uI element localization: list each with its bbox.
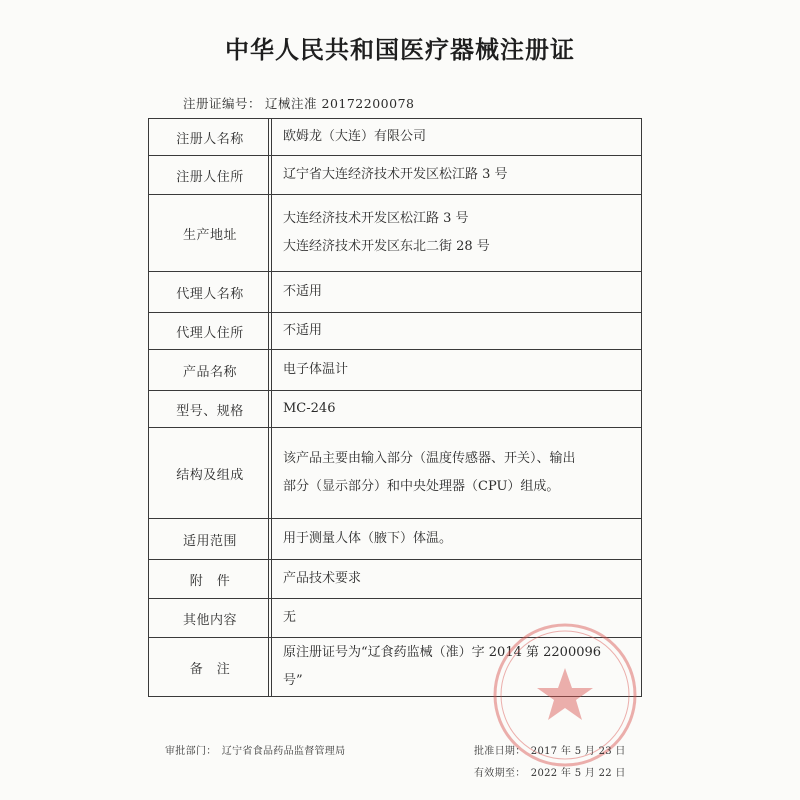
field-value: 电子体温计 (272, 350, 642, 391)
field-label: 结构及组成 (149, 428, 272, 519)
table-row (149, 272, 642, 313)
field-value: 欧姆龙（大连）有限公司 (272, 119, 642, 156)
field-label: 附 件 (149, 560, 272, 599)
field-value: 大连经济技术开发区松江路 3 号 大连经济技术开发区东北二街 28 号 (272, 195, 642, 272)
table-row (149, 519, 642, 560)
approving-authority: 审批部门： 辽宁省食品药品监督管理局 (165, 746, 346, 757)
field-label: 注册人名称 (149, 119, 272, 156)
table-row (149, 599, 642, 638)
registration-number-line (183, 94, 414, 112)
document-title: 中华人民共和国医疗器械注册证 (225, 36, 575, 64)
field-label: 生产地址 (149, 195, 272, 272)
field-label: 代理人住所 (149, 313, 272, 350)
field-value: 原注册证号为“辽食药监械（准）字 2014 第 2200096 号” (272, 638, 642, 697)
table-row (149, 156, 642, 195)
table-row (149, 391, 642, 428)
field-label: 产品名称 (149, 350, 272, 391)
field-label: 注册人住所 (149, 156, 272, 195)
field-value: 不适用 (272, 272, 642, 313)
field-label: 型号、规格 (149, 391, 272, 428)
registration-number-label: 注册证编号： (183, 96, 262, 111)
table-row (149, 195, 642, 272)
field-label: 其他内容 (149, 599, 272, 638)
field-label: 适用范围 (149, 519, 272, 560)
field-value: 用于测量人体（腋下）体温。 (272, 519, 642, 560)
table-row (149, 350, 642, 391)
approval-date: 批准日期： 2017 年 5 月 23 日 (474, 746, 626, 757)
field-label: 备 注 (149, 638, 272, 697)
field-value: 不适用 (272, 313, 642, 350)
table-row (149, 313, 642, 350)
registration-number-value: 辽械注准 20172200078 (265, 96, 415, 111)
field-value: MC-246 (272, 391, 642, 428)
registration-table (148, 118, 642, 697)
field-value: 该产品主要由输入部分（温度传感器、开关）、输出 部分（显示部分）和中央处理器（CPU）组成。 (272, 428, 642, 519)
field-value: 产品技术要求 (272, 560, 642, 599)
field-value: 辽宁省大连经济技术开发区松江路 3 号 (272, 156, 642, 195)
table-row (149, 119, 642, 156)
valid-until-date: 有效期至： 2022 年 5 月 22 日 (474, 768, 626, 779)
field-label: 代理人名称 (149, 272, 272, 313)
table-row (149, 638, 642, 697)
table-row (149, 428, 642, 519)
field-value: 无 (272, 599, 642, 638)
table-row (149, 560, 642, 599)
